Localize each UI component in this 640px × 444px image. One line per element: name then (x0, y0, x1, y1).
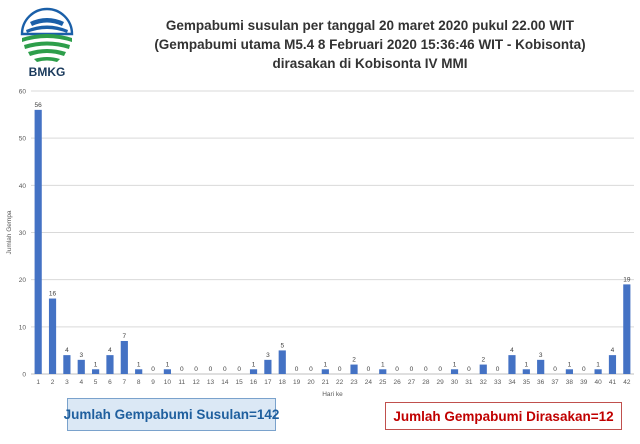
y-tick-label: 20 (18, 277, 26, 285)
x-tick-label: 18 (278, 379, 286, 386)
data-label-day-4: 3 (79, 351, 84, 359)
bar-day-36 (537, 360, 544, 374)
title-line-1: Gempabumi susulan per tanggal 20 maret 2020 pukul 22.00 WIT (165, 18, 575, 33)
bar-day-10 (164, 369, 171, 374)
logo-text: BMKG (28, 65, 66, 79)
bar-day-4 (78, 360, 85, 374)
bar-day-8 (135, 369, 142, 374)
x-tick-label: 40 (594, 379, 602, 386)
y-tick-label: 30 (18, 230, 26, 237)
bar-day-3 (63, 355, 70, 374)
x-tick-label: 35 (522, 379, 530, 386)
x-tick-label: 41 (608, 379, 617, 386)
bar-day-5 (92, 369, 99, 374)
data-label-day-22: 0 (337, 366, 342, 373)
data-label-day-15: 0 (237, 366, 241, 373)
data-label-day-25: 1 (380, 361, 385, 369)
data-label-day-19: 0 (294, 366, 299, 373)
data-label-day-30: 1 (452, 361, 457, 369)
bar-day-25 (379, 369, 386, 374)
x-tick-label: 23 (350, 379, 358, 386)
data-label-day-3: 4 (65, 347, 69, 355)
x-tick-label: 21 (321, 379, 329, 386)
x-tick-label: 7 (122, 379, 127, 386)
x-tick-label: 38 (565, 379, 574, 386)
x-tick-label: 14 (221, 379, 229, 386)
data-label-day-33: 0 (495, 366, 500, 373)
data-label-day-10: 1 (165, 361, 170, 369)
data-label-day-23: 2 (352, 356, 356, 364)
y-axis-label: Jumlah Gempa (6, 210, 13, 255)
x-tick-label: 10 (163, 379, 172, 386)
x-tick-label: 26 (393, 379, 401, 386)
x-tick-label: 5 (93, 379, 98, 386)
y-tick-label: 60 (18, 88, 26, 96)
data-label-day-6: 4 (108, 347, 112, 355)
data-label-day-37: 0 (553, 366, 557, 373)
x-tick-label: 3 (65, 379, 69, 386)
data-label-day-40: 1 (596, 361, 600, 369)
bar-day-35 (523, 369, 530, 374)
data-label-day-11: 0 (179, 366, 184, 373)
data-label-day-1: 56 (34, 101, 42, 109)
data-label-day-32: 2 (481, 356, 486, 364)
x-tick-label: 17 (264, 379, 272, 386)
bar-day-6 (106, 355, 113, 374)
data-label-day-5: 1 (93, 361, 98, 369)
y-tick-label: 40 (18, 182, 26, 190)
data-label-day-31: 0 (467, 366, 471, 373)
data-label-day-13: 0 (208, 366, 213, 373)
x-tick-label: 20 (307, 379, 315, 386)
bar-day-32 (480, 365, 487, 374)
data-label-day-2: 16 (48, 290, 57, 298)
x-tick-label: 27 (407, 379, 416, 386)
bar-day-21 (322, 369, 329, 374)
x-tick-label: 30 (450, 379, 459, 386)
y-tick-label: 50 (18, 135, 26, 143)
bar-day-40 (595, 369, 602, 374)
x-tick-label: 39 (580, 379, 588, 386)
x-tick-label: 1 (36, 379, 40, 386)
bar-day-30 (451, 369, 458, 374)
bar-day-38 (566, 369, 573, 374)
data-label-day-35: 1 (524, 361, 529, 369)
data-label-day-36: 3 (538, 351, 543, 359)
x-tick-label: 11 (178, 379, 186, 386)
x-tick-label: 15 (235, 379, 243, 386)
x-tick-label: 16 (249, 379, 258, 386)
x-tick-label: 2 (50, 379, 55, 386)
x-tick-label: 8 (136, 379, 141, 386)
x-tick-label: 32 (479, 379, 487, 386)
data-label-day-27: 0 (409, 366, 414, 373)
data-label-day-42: 19 (623, 276, 631, 284)
x-tick-label: 25 (379, 379, 387, 386)
x-tick-label: 33 (493, 379, 502, 386)
data-label-day-34: 4 (510, 347, 514, 355)
data-label-day-41: 4 (610, 347, 615, 355)
bar-day-42 (623, 284, 630, 374)
x-tick-label: 4 (79, 379, 84, 386)
data-label-day-26: 0 (395, 366, 399, 373)
x-tick-label: 31 (465, 379, 473, 386)
data-label-day-28: 0 (424, 366, 428, 373)
x-tick-label: 22 (336, 379, 344, 386)
x-axis-label: Hari ke (322, 391, 343, 398)
x-tick-label: 36 (537, 379, 545, 386)
title-line-2: (Gempabumi utama M5.4 8 Februari 2020 15:36:46 WIT - Kobisonta) (154, 37, 586, 52)
x-tick-label: 6 (108, 379, 112, 386)
data-label-day-20: 0 (309, 366, 313, 373)
bar-day-16 (250, 369, 257, 374)
bar-day-34 (508, 355, 515, 374)
data-label-day-24: 0 (366, 366, 371, 373)
x-tick-label: 42 (623, 379, 631, 386)
aftershock-total-box: Jumlah Gempabumi Susulan=142 (67, 398, 276, 431)
data-label-day-38: 1 (567, 361, 572, 369)
data-label-day-17: 3 (266, 351, 270, 359)
y-tick-label: 0 (22, 371, 26, 379)
data-label-day-16: 1 (251, 361, 256, 369)
data-label-day-39: 0 (581, 366, 586, 373)
x-tick-label: 29 (436, 379, 444, 386)
bar-day-23 (350, 365, 357, 374)
data-label-day-18: 5 (280, 342, 285, 350)
bar-day-17 (264, 360, 271, 374)
title-line-3: dirasakan di Kobisonta IV MMI (272, 56, 468, 71)
x-tick-label: 37 (551, 379, 559, 386)
x-tick-label: 13 (206, 379, 215, 386)
bar-day-7 (121, 341, 128, 374)
bar-day-2 (49, 299, 56, 374)
data-label-day-12: 0 (194, 366, 198, 373)
data-label-day-7: 7 (122, 332, 127, 340)
data-label-day-8: 1 (136, 361, 141, 369)
x-tick-label: 9 (151, 379, 155, 386)
data-label-day-29: 0 (438, 366, 442, 373)
x-tick-label: 19 (292, 379, 301, 386)
y-tick-label: 10 (18, 324, 26, 332)
data-label-day-9: 0 (151, 366, 155, 373)
x-tick-label: 28 (422, 379, 430, 386)
data-label-day-14: 0 (223, 366, 227, 373)
bar-day-18 (279, 350, 286, 374)
x-tick-label: 24 (364, 379, 373, 386)
x-tick-label: 34 (508, 379, 516, 386)
felt-total-box: Jumlah Gempabumi Dirasakan=12 (385, 402, 622, 430)
data-label-day-21: 1 (323, 361, 328, 369)
bar-day-1 (35, 110, 42, 374)
x-tick-label: 12 (192, 379, 200, 386)
bar-day-41 (609, 355, 616, 374)
